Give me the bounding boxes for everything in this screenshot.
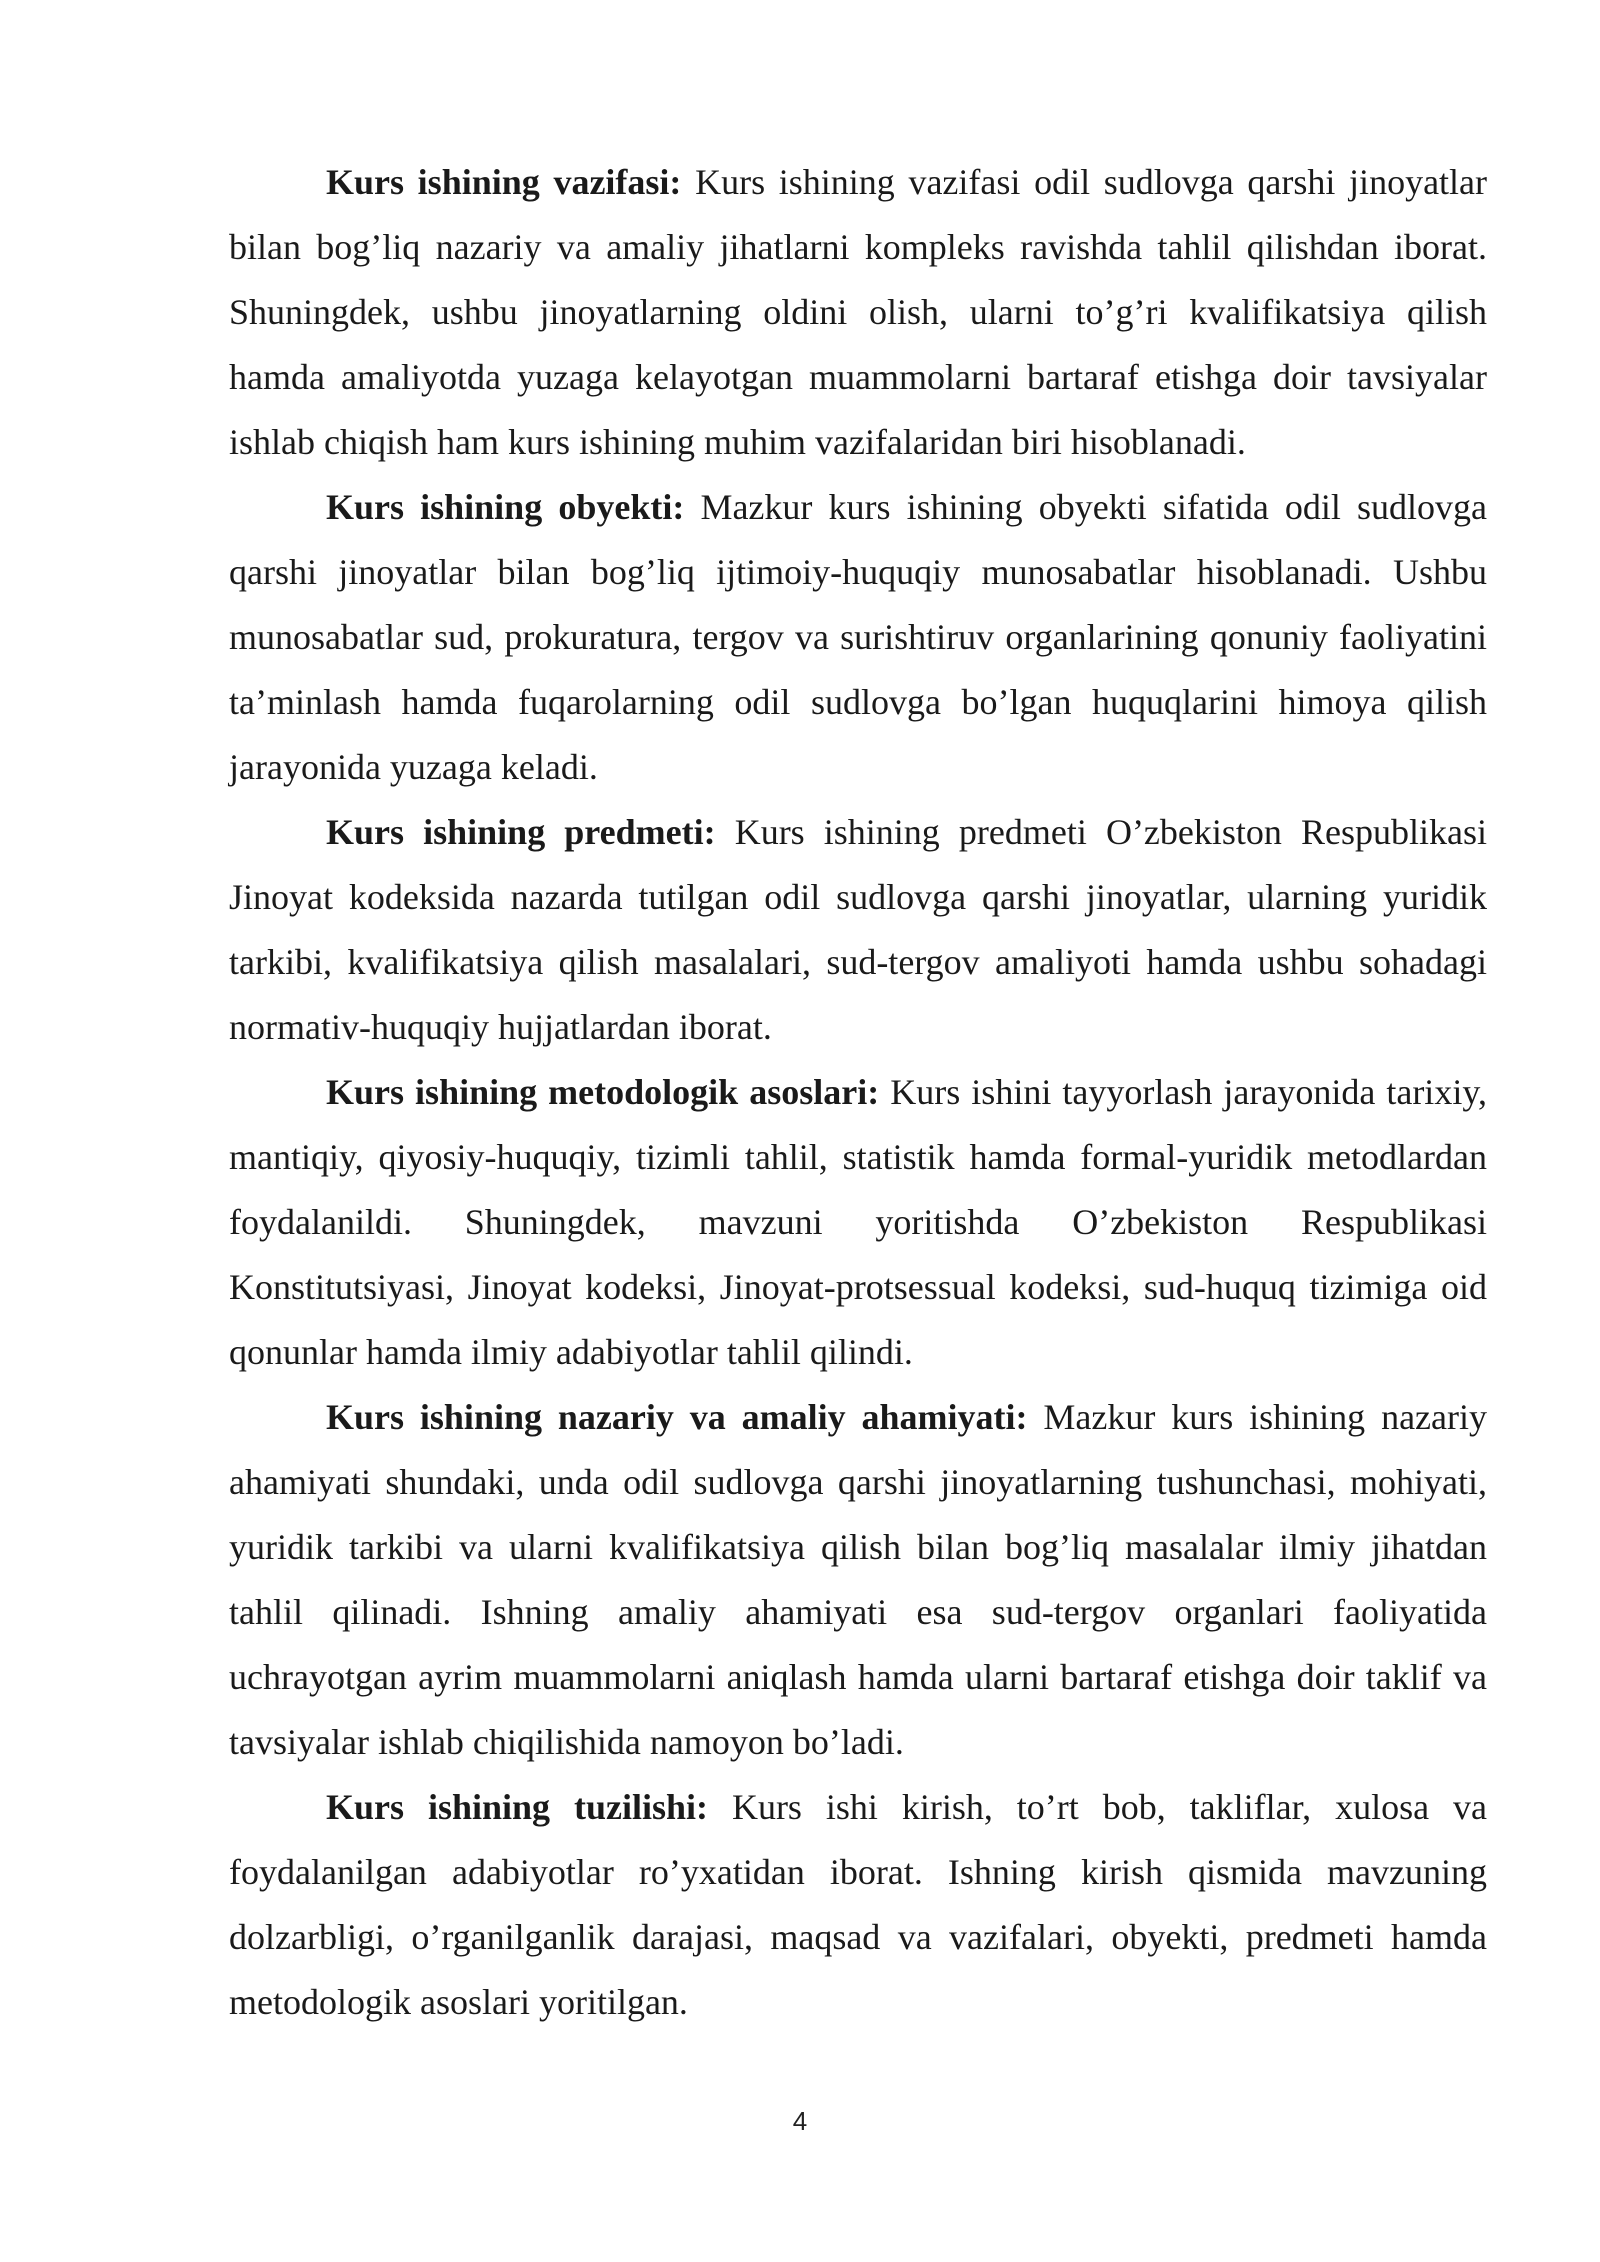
paragraph-heading: Kurs ishining obyekti: bbox=[326, 487, 685, 527]
paragraph-heading: Kurs ishining predmeti: bbox=[326, 812, 716, 852]
page-number: 4 bbox=[792, 2106, 808, 2136]
paragraph-text: Mazkur kurs ishining nazariy ahamiyati shundaki, unda odil sudlovga qarshi jinoyatlarning tushunchasi, mohiyati, yuridik tarkibi va ularni kvalifikatsiya qilish bilan bog’liq masalalar ilmiy jihatdan tahlil qilinadi. Ishning amaliy ahamiyati esa sud-tergov organlari faoliyatida uchrayotgan ayrim muammolarni aniqlash hamda ularni bartaraf etishga doir taklif va tavsiyalar ishlab chiqilishida namoyon bo’ladi. bbox=[229, 1397, 1487, 1762]
paragraph-text: Kurs ishi kirish, to’rt bob, takliflar, xulosa va foydalanilgan adabiyotlar ro’yxatidan iborat. Ishning kirish qismida mavzuning dolzarbligi, o’rganilganlik darajasi, maqsad va vazifalari, obyekti, predmeti hamda metodologik asoslari yoritilgan. bbox=[229, 1787, 1487, 2022]
paragraph-heading: Kurs ishining nazariy va amaliy ahamiyati: bbox=[326, 1397, 1028, 1437]
paragraph-heading: Kurs ishining metodologik asoslari: bbox=[326, 1072, 880, 1112]
paragraph-text: Mazkur kurs ishining obyekti sifatida odil sudlovga qarshi jinoyatlar bilan bog’liq ijtimoiy-huquqiy munosabatlar hisoblanadi. Ushbu munosabatlar sud, prokuratura, tergov va surishtiruv organlarining qonuniy faoliyatini ta’minlash hamda fuqarolarning odil sudlovga bo’lgan huquqlarini himoya qilish jarayonida yuzaga keladi. bbox=[229, 487, 1488, 787]
paragraph-text: Kurs ishini tayyorlash jarayonida tarixiy, mantiqiy, qiyosiy-huquqiy, tizimli tahlil, statistik hamda formal-yuridik metodlardan foydalanildi. Shuningdek, mavzuni yoritishda O’zbekiston Respublikasi Konstitutsiyasi, Jinoyat kodeksi, Jinoyat-protsessual kodeksi, sud-huquq tizimiga oid qonunlar hamda ilmiy adabiyotlar tahlil qilindi. bbox=[229, 1072, 1487, 1372]
paragraph-text: Kurs ishining vazifasi odil sudlovga qarshi jinoyatlar bilan bog’liq nazariy va amaliy jihatlarni kompleks ravishda tahlil qilishdan iborat. Shuningdek, ushbu jinoyatlarning oldini olish, ularni to’g’ri kvalifikatsiya qilish hamda amaliyotda yuzaga kelayotgan muammolarni bartaraf etishga doir tavsiyalar ishlab chiqish ham kurs ishining muhim vazifalaridan biri hisoblanadi. bbox=[229, 162, 1488, 462]
paragraph-text: Kurs ishining predmeti O’zbekiston Respublikasi Jinoyat kodeksida nazarda tutilgan odil sudlovga qarshi jinoyatlar, ularning yuridik tarkibi, kvalifikatsiya qilish masalalari, sud-tergov amaliyoti hamda ushbu sohadagi normativ-huquqiy hujjatlardan iborat. bbox=[229, 812, 1487, 1047]
paragraph-heading: Kurs ishining vazifasi: bbox=[326, 162, 682, 202]
paragraph-ahamiyati bbox=[229, 1385, 1487, 1775]
paragraph-vazifasi bbox=[229, 150, 1487, 475]
paragraph-obyekti bbox=[229, 475, 1487, 800]
paragraph-predmeti bbox=[229, 800, 1487, 1060]
paragraph-tuzilishi bbox=[229, 1775, 1487, 2035]
document-body bbox=[229, 150, 1487, 2035]
paragraph-metodologik-asoslari bbox=[229, 1060, 1487, 1385]
paragraph-heading: Kurs ishining tuzilishi: bbox=[326, 1787, 708, 1827]
